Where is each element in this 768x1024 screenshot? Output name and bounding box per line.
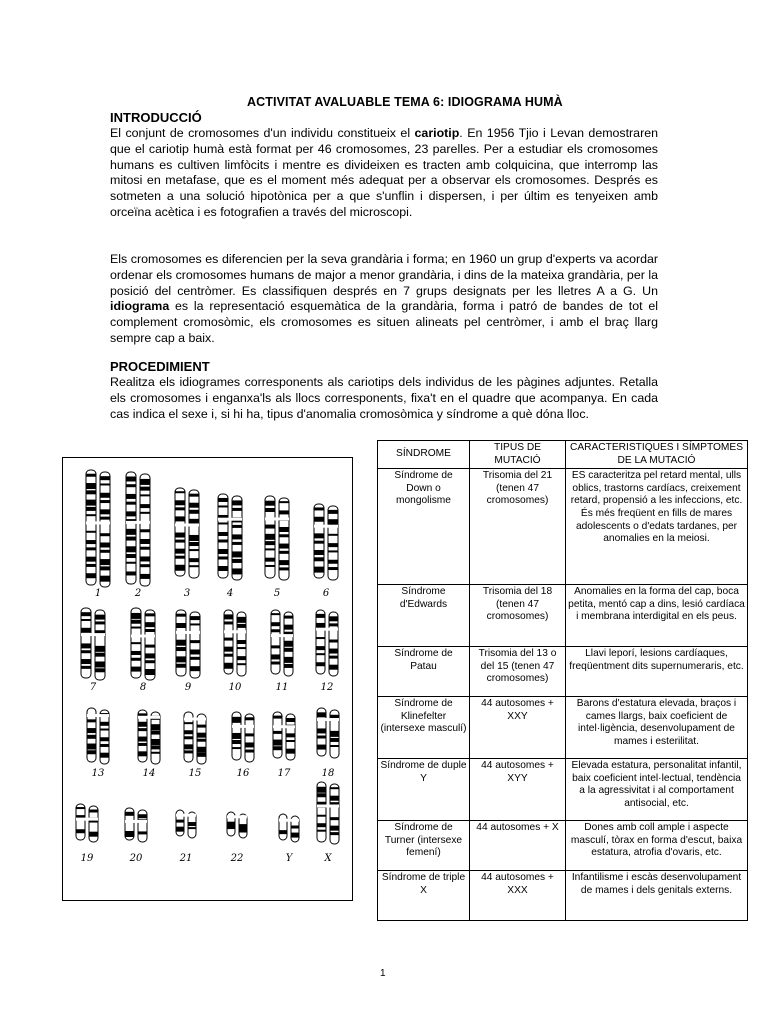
chromosome-pair-Y — [279, 814, 299, 842]
chromosome-pair-21 — [176, 810, 196, 838]
table-row — [378, 821, 748, 871]
intro-p1-text-a: El conjunt de cromosomes d'un individu constitueix el — [110, 126, 415, 140]
mutation-type: Trisomia del 13 o del 15 (tenen 47 cromosomes) — [470, 647, 566, 697]
mutation-type: Trisomia del 21 (tenen 47 cromosomes) — [470, 469, 566, 585]
chromosome-label: 19 — [80, 853, 94, 864]
mutation-type: Trisomia del 18 (tenen 47 cromosomes) — [470, 585, 566, 647]
syndrome-name: Síndrome d'Edwards — [378, 585, 470, 647]
chromosome-pair-16 — [232, 712, 254, 762]
chromosome-label: 13 — [91, 768, 105, 779]
characteristics: Llavi leporí, lesions cardíaques, freqüentment dits supernumeraris, etc. — [566, 647, 748, 697]
mutation-type: 44 autosomes + XXX — [470, 871, 566, 921]
intro-heading: INTRODUCCIÓ — [110, 110, 202, 125]
intro-paragraph-1 — [110, 126, 658, 221]
intro-paragraph-2 — [110, 252, 658, 347]
chromosome-label: 12 — [320, 682, 334, 693]
chromosome-pair-X — [317, 782, 339, 844]
chromosome-label: 11 — [275, 682, 289, 693]
chromosome-pair-13 — [87, 708, 109, 764]
chromosome-label: 8 — [139, 682, 147, 693]
chromosome-label: 22 — [230, 853, 244, 864]
karyotype-figure — [62, 457, 353, 901]
header-mutation-type: TIPUS DE MUTACIÓ — [470, 441, 566, 469]
chromosome-pair-8 — [131, 608, 155, 680]
syndrome-name: Síndrome de Turner (intersexe femení) — [378, 821, 470, 871]
table-row — [378, 585, 748, 647]
chromosome-pair-9 — [176, 610, 200, 678]
characteristics: Elevada estatura, personalitat infantil, baix coeficient intel·lectual, tendència a la agressivitat i al comportament antisocial, etc. — [566, 759, 748, 821]
characteristics: ES caracteritza pel retard mental, ulls oblics, trastorns cardíacs, creixement retard, propensió a les infeccions, etc. És més freqüent en fills de mares adolescents o d'edats tardanes, per anomalies en la meiosi. — [566, 469, 748, 585]
chromosome-pair-22 — [227, 812, 247, 838]
intro-p2-text-a: Els cromosomes es diferencien per la seva grandària i forma; en 1960 un grup d'experts va acordar ordenar els cromosomes humans de major a menor grandària, i dins de la mateixa grandària, per la posició del centròmer. Es classifiquen després en 7 grups designats per les lletres A a G. Un — [110, 252, 658, 298]
chromosome-label: 20 — [129, 853, 143, 864]
header-characteristics: CARACTERISTIQUES I SÍMPTOMES DE LA MUTACIÓ — [566, 441, 748, 469]
header-syndrome: SÍNDROME — [378, 441, 470, 469]
chromosome-label: 1 — [94, 588, 102, 599]
chromosome-label: Y — [285, 853, 293, 864]
chromosome-pair-15 — [184, 712, 206, 764]
chromosome-pair-18 — [317, 708, 339, 758]
chromosome-label: 5 — [273, 588, 281, 599]
chromosome-label: X — [324, 853, 332, 864]
intro-p2-keyword: idiograma — [110, 299, 170, 314]
page-title: ACTIVITAT AVALUABLE TEMA 6: IDIOGRAMA HUMÀ — [247, 95, 563, 109]
chromosome-label: 14 — [142, 768, 156, 779]
table-row — [378, 759, 748, 821]
chromosome-pair-1 — [86, 470, 110, 587]
chromosome-label: 9 — [184, 682, 192, 693]
table-header-row — [378, 441, 748, 469]
procedure-heading: PROCEDIMIENT — [110, 359, 210, 374]
characteristics: Dones amb coll ample i aspecte masculí, tòrax en forma d'escut, baixa estatura, atrofia d'ovaris, etc. — [566, 821, 748, 871]
chromosome-pair-3 — [175, 488, 199, 578]
table-row — [378, 647, 748, 697]
intro-p1-keyword: cariotip — [414, 126, 460, 140]
intro-p1-text-c: . En 1956 Tjio i Levan demostraren que el cariotip humà està format per 46 cromosomes, 23 parelles. Per a estudiar els cromosomes humans es cultiven limfòcits i mentre es divideixen es tracten amb colquicina, que interromp las mitosi en metafase, que es el moment més adequat per a observar els cromosomes. Després es sotmeten a una solució hipotònica per a que s'unflin i dispersen, i per últim es tenyeixen amb orceïna acètica i es fotografien a través del microscopi. — [110, 126, 658, 219]
chromosome-pair-14 — [138, 710, 160, 764]
chromosome-pair-6 — [314, 504, 338, 580]
chromosome-label: 6 — [322, 588, 330, 599]
syndrome-table — [377, 440, 748, 921]
chromosome-pair-17 — [273, 712, 295, 760]
chromosome-label: 18 — [321, 768, 335, 779]
chromosome-pair-12 — [316, 610, 338, 676]
syndrome-name: Síndrome de Klinefelter (intersexe masculí) — [378, 697, 470, 759]
characteristics: Barons d'estatura elevada, braços i cames llargs, baix coeficient de intel·ligència, desenvolupament de mames i esterilitat. — [566, 697, 748, 759]
chromosome-label: 7 — [89, 682, 97, 693]
chromosome-label: 3 — [183, 588, 191, 599]
mutation-type: 44 autosomes + XXY — [470, 697, 566, 759]
chromosome-pair-10 — [224, 610, 246, 676]
chromosome-label: 17 — [277, 768, 291, 779]
syndrome-name: Síndrome de Down o mongolisme — [378, 469, 470, 585]
chromosome-label: 15 — [188, 768, 202, 779]
syndrome-name: Síndrome de Patau — [378, 647, 470, 697]
chromosome-pair-5 — [265, 496, 289, 580]
chromosome-pair-7 — [81, 608, 105, 680]
chromosome-pair-2 — [126, 472, 150, 586]
mutation-type: 44 autosomes + X — [470, 821, 566, 871]
characteristics: Infantilisme i escàs desenvolupament de mames i dels genitals externs. — [566, 871, 748, 921]
chromosome-pair-19 — [76, 804, 98, 842]
procedure-paragraph: Realitza els idiogrames corresponents als cariotips dels individus de les pàgines adjuntes. Retalla els cromosomes i enganxa'ls als llocs corresponents, fixa't en el quadre que acompanya. En cada cas indica el sexe i, si hi ha, tipus d'anomalia cromosòmica y síndrome a què dóna lloc. — [110, 375, 658, 421]
table-row — [378, 871, 748, 921]
table-row — [378, 469, 748, 585]
chromosome-pair-11 — [271, 610, 293, 676]
chromosome-pair-20 — [125, 808, 147, 842]
chromosome-label: 21 — [179, 853, 193, 864]
chromosome-label: 2 — [134, 588, 142, 599]
chromosome-label: 10 — [228, 682, 242, 693]
intro-p2-text-c: es la representació esquemàtica de la grandària, forma i patró de bandes de tot el complement cromosòmic, els cromosomes es situen alineats pel centròmer, i amb el braç llarg sempre cap a baix. — [110, 299, 658, 345]
karyotype-drawing — [63, 458, 352, 900]
chromosome-pair-4 — [218, 494, 242, 580]
syndrome-name: Síndrome de duple Y — [378, 759, 470, 821]
chromosome-label: 16 — [236, 768, 250, 779]
syndrome-name: Síndrome de triple X — [378, 871, 470, 921]
mutation-type: 44 autosomes + XYY — [470, 759, 566, 821]
table-row — [378, 697, 748, 759]
characteristics: Anomalies en la forma del cap, boca petita, mentó cap a dins, lesió cardíaca i membrana interdigital en els peus. — [566, 585, 748, 647]
chromosome-label: 4 — [226, 588, 234, 599]
page-number: 1 — [380, 968, 386, 979]
